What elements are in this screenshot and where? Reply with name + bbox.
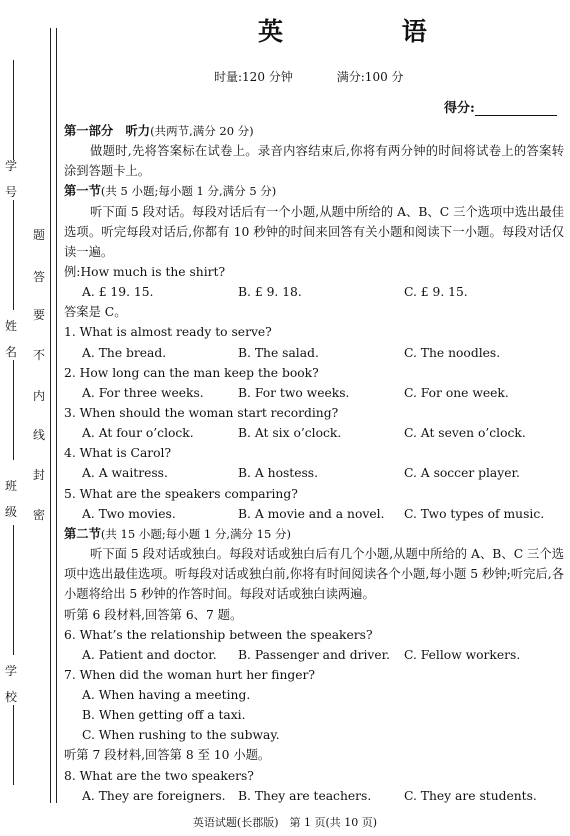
seal-char: 线 <box>32 428 45 442</box>
binding-line-inner <box>56 28 57 803</box>
question-7: 7. When did the woman hurt her finger? <box>64 667 315 682</box>
option-c: C. Fellow workers. <box>404 647 521 662</box>
exam-meta <box>214 68 448 85</box>
seal-char: 答 <box>32 270 45 284</box>
question-2-options <box>64 383 564 403</box>
margin-label-school: 学 校 <box>4 664 17 704</box>
option-b: B. When getting off a taxi. <box>82 708 246 723</box>
option-a: A. Patient and doctor. <box>82 647 217 662</box>
seal-char: 内 <box>32 389 45 403</box>
option-a: A. For three weeks. <box>82 385 204 400</box>
option-c: C. The noodles. <box>404 345 501 360</box>
binding-margin <box>0 0 56 836</box>
material-7-note: 听第 7 段材料,回答第 8 至 10 小题。 <box>64 748 271 763</box>
question-5: 5. What are the speakers comparing? <box>64 486 298 501</box>
section1-intro: 听下面 5 段对话。每段对话后有一个小题,从题中所给的 A、B、C 三个选项中选出最佳选项。听完每段对话后,你都有 10 秒钟的时间来回答有关小题和阅读下一小题。每段对话仅读一遍。 <box>64 204 564 259</box>
option-a: A. A waitress. <box>82 466 168 481</box>
seal-char: 不 <box>32 348 45 362</box>
seal-char: 封 <box>32 468 45 482</box>
option-c: C. They are students. <box>404 788 537 803</box>
binding-line <box>50 28 51 803</box>
option-c: C. £ 9. 15. <box>404 285 468 300</box>
section1-heading: 第一节(共 5 小题;每小题 1 分,满分 5 分) <box>64 183 277 199</box>
option-b: B. A movie and a novel. <box>238 506 385 521</box>
question-1: 1. What is almost ready to serve? <box>64 325 272 340</box>
margin-line <box>13 360 14 460</box>
option-a: A. The bread. <box>82 345 167 360</box>
question-4: 4. What is Carol? <box>64 446 172 461</box>
example-options <box>64 282 564 302</box>
question-6: 6. What’s the relationship between the speakers? <box>64 627 373 642</box>
option-b: B. For two weeks. <box>238 385 350 400</box>
question-5-options <box>64 504 564 524</box>
option-b: B. They are teachers. <box>238 788 372 803</box>
seal-char: 密 <box>32 508 45 522</box>
question-8-options <box>64 786 564 806</box>
option-b: B. £ 9. 18. <box>238 285 302 300</box>
option-c: C. A soccer player. <box>404 466 520 481</box>
seal-char: 要 <box>32 308 45 322</box>
page-footer: 英语试题(长郡版) 第 1 页(共 10 页) <box>192 816 378 829</box>
option-b: B. The salad. <box>238 345 319 360</box>
option-b: B. Passenger and driver. <box>238 647 391 662</box>
option-c: C. Two types of music. <box>404 506 545 521</box>
seal-char: 题 <box>32 228 45 242</box>
option-c: C. When rushing to the subway. <box>82 728 280 743</box>
option-a: A. They are foreigners. <box>82 788 226 803</box>
question-3-options <box>64 423 564 443</box>
option-a: A. At four o’clock. <box>82 426 194 441</box>
question-4-options <box>64 463 564 483</box>
score-field <box>444 97 557 116</box>
material-6-note: 听第 6 段材料,回答第 6、7 题。 <box>64 607 243 622</box>
exam-body <box>64 121 564 806</box>
option-c: C. For one week. <box>404 385 509 400</box>
example-question: 例:How much is the shirt? <box>64 265 226 280</box>
option-c: C. At seven o’clock. <box>404 426 526 441</box>
section2-heading: 第二节(共 15 小题;每小题 1 分,满分 15 分) <box>64 525 291 541</box>
option-a: A. When having a meeting. <box>82 688 251 703</box>
option-a: A. £ 19. 15. <box>82 285 154 300</box>
question-6-options <box>64 645 564 665</box>
exam-full-score: 满分:100 分 <box>336 70 404 84</box>
page-title: 英 语 <box>258 17 482 46</box>
section2-intro: 听下面 5 段对话或独白。每段对话或独白后有几个小题,从题中所给的 A、B、C 三个选项中选出最佳选项。听每段对话或独白前,你将有时间阅读各个小题,每小题 5 秒钟;听完后,各小题将给出 5 秒钟的作答时间。每段对话或独白读两遍。 <box>64 547 564 602</box>
part1-heading: 第一部分 听力(共两节,满分 20 分) <box>64 123 254 138</box>
option-b: B. At six o’clock. <box>238 426 342 441</box>
question-1-options <box>64 343 564 363</box>
score-blank[interactable] <box>475 101 557 116</box>
margin-line-bottom <box>13 705 14 785</box>
question-3: 3. When should the woman start recording? <box>64 406 339 421</box>
score-label: 得分: <box>444 101 475 116</box>
margin-line <box>13 525 14 655</box>
question-2: 2. How long can the man keep the book? <box>64 365 319 380</box>
margin-label-student-id: 学 号 <box>4 159 17 199</box>
option-a: A. Two movies. <box>82 506 176 521</box>
margin-label-name: 姓 名 <box>4 319 17 359</box>
margin-line <box>13 200 14 310</box>
example-answer: 答案是 C。 <box>64 305 127 320</box>
margin-label-class: 班 级 <box>4 479 17 519</box>
option-b: B. A hostess. <box>238 466 319 481</box>
margin-line-top <box>13 60 14 160</box>
part1-intro: 做题时,先将答案标在试卷上。录音内容结束后,你将有两分钟的时间将试卷上的答案转涂到答题卡上。 <box>64 144 564 179</box>
exam-time: 时量:120 分钟 <box>214 70 293 84</box>
question-8: 8. What are the two speakers? <box>64 768 254 783</box>
